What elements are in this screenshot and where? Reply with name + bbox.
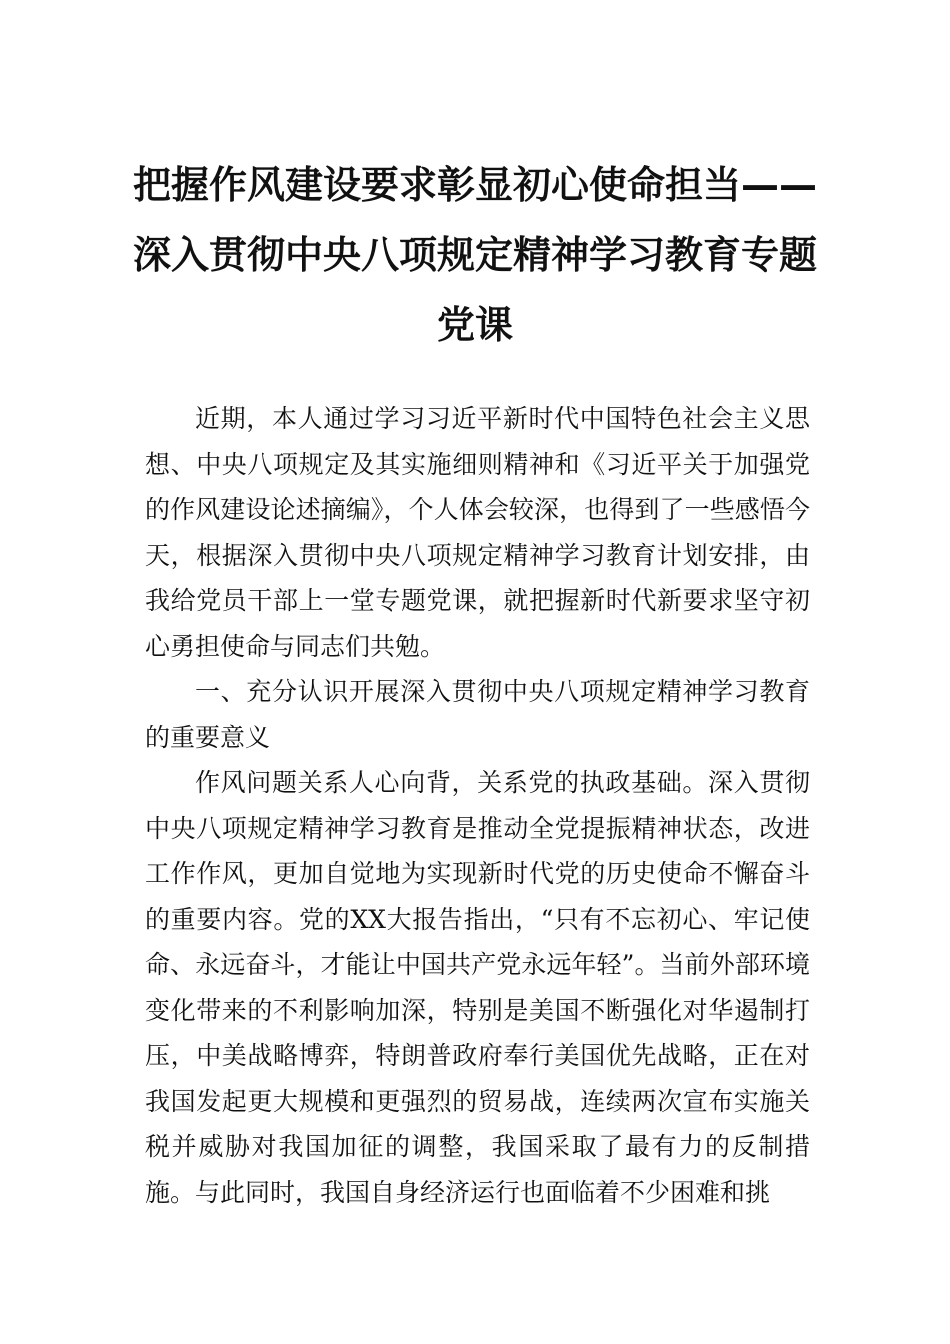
document-title [120, 150, 830, 360]
document-body [145, 396, 810, 1215]
title-line-3: 党课 [436, 303, 513, 347]
section-heading: 一、充分认识开展深入贯彻中央八项规定精神学习教育的重要意义 [145, 677, 810, 752]
intro-paragraph: 近期，本人通过学习习近平新时代中国特色社会主义思想、中央八项规定及其实施细则精神和《习近平关于加强党的作风建设论述摘编》，个人体会较深，也得到了一些感悟今天，根据深入贯彻中央八项规定精神学习教育计划安排，由我给党员干部上一堂专题党课，就把握新时代新要求坚守初心勇担使命与同志们共勉。 [145, 404, 810, 661]
title-line-1: 把握作风建设要求彰显初心使命担当—— [132, 163, 817, 207]
section-paragraph: 作风问题关系人心向背，关系党的执政基础。深入贯彻中央八项规定精神学习教育是推动全党提振精神状态，改进工作作风，更加自觉地为实现新时代党的历史使命不懈奋斗的重要内容。党的XX大报告指出，“只有不忘初心、牢记使命、永远奋斗，才能让中国共产党永远年轻”。当前外部环境变化带来的不利影响加深，特别是美国不断强化对华遏制打压，中美战略博弈，特朗普政府奉行美国优先战略，正在对我国发起更大规模和更强烈的贸易战，连续两次宣布实施关税并威胁对我国加征的调整，我国采取了最有力的反制措施。与此同时，我国自身经济运行也面临着不少困难和挑 [145, 768, 810, 1207]
title-line-2: 深入贯彻中央八项规定精神学习教育专题 [132, 233, 817, 277]
